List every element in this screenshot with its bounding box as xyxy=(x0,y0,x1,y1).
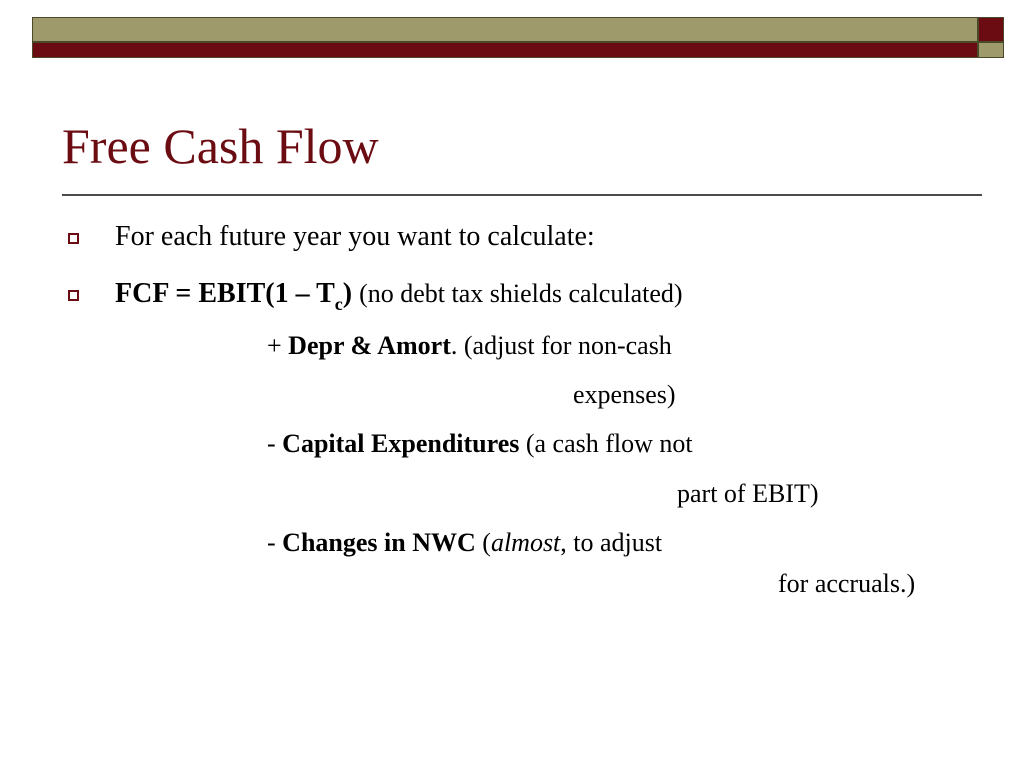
bullet-square-icon xyxy=(68,233,79,244)
header-square-maroon xyxy=(978,17,1004,42)
tax-subscript: c xyxy=(334,294,343,314)
capex-continuation: part of EBIT) xyxy=(677,479,819,508)
bullet-formula-line xyxy=(115,277,683,321)
header-square-olive xyxy=(978,42,1004,58)
header-bar-olive xyxy=(32,17,978,42)
bullet-square-icon xyxy=(68,290,79,301)
capex-term: Capital Expenditures xyxy=(282,429,520,458)
slide-title: Free Cash Flow xyxy=(62,118,379,174)
nwc-line: - Changes in NWC (almost, to adjust xyxy=(267,528,663,557)
capex-line: - Capital Expenditures (a cash flow not xyxy=(267,429,693,458)
nwc-term: Changes in NWC xyxy=(282,528,476,557)
bullet-text-1: For each future year you want to calculate: xyxy=(115,221,595,252)
title-divider xyxy=(62,194,982,196)
header-bar-maroon xyxy=(32,42,978,58)
depr-amort-continuation: expenses) xyxy=(573,380,676,409)
formula-note: (no debt tax shields calculated) xyxy=(359,279,683,308)
nwc-continuation: for accruals.) xyxy=(778,569,916,598)
almost-emphasis: almost xyxy=(490,528,561,557)
fcf-formula: FCF = EBIT(1 – $T_c$) xyxy=(115,278,353,314)
depr-amort-term: Depr & Amort xyxy=(288,331,451,360)
depr-amort-line: + Depr & Amort. (adjust for non-cash xyxy=(267,331,672,360)
